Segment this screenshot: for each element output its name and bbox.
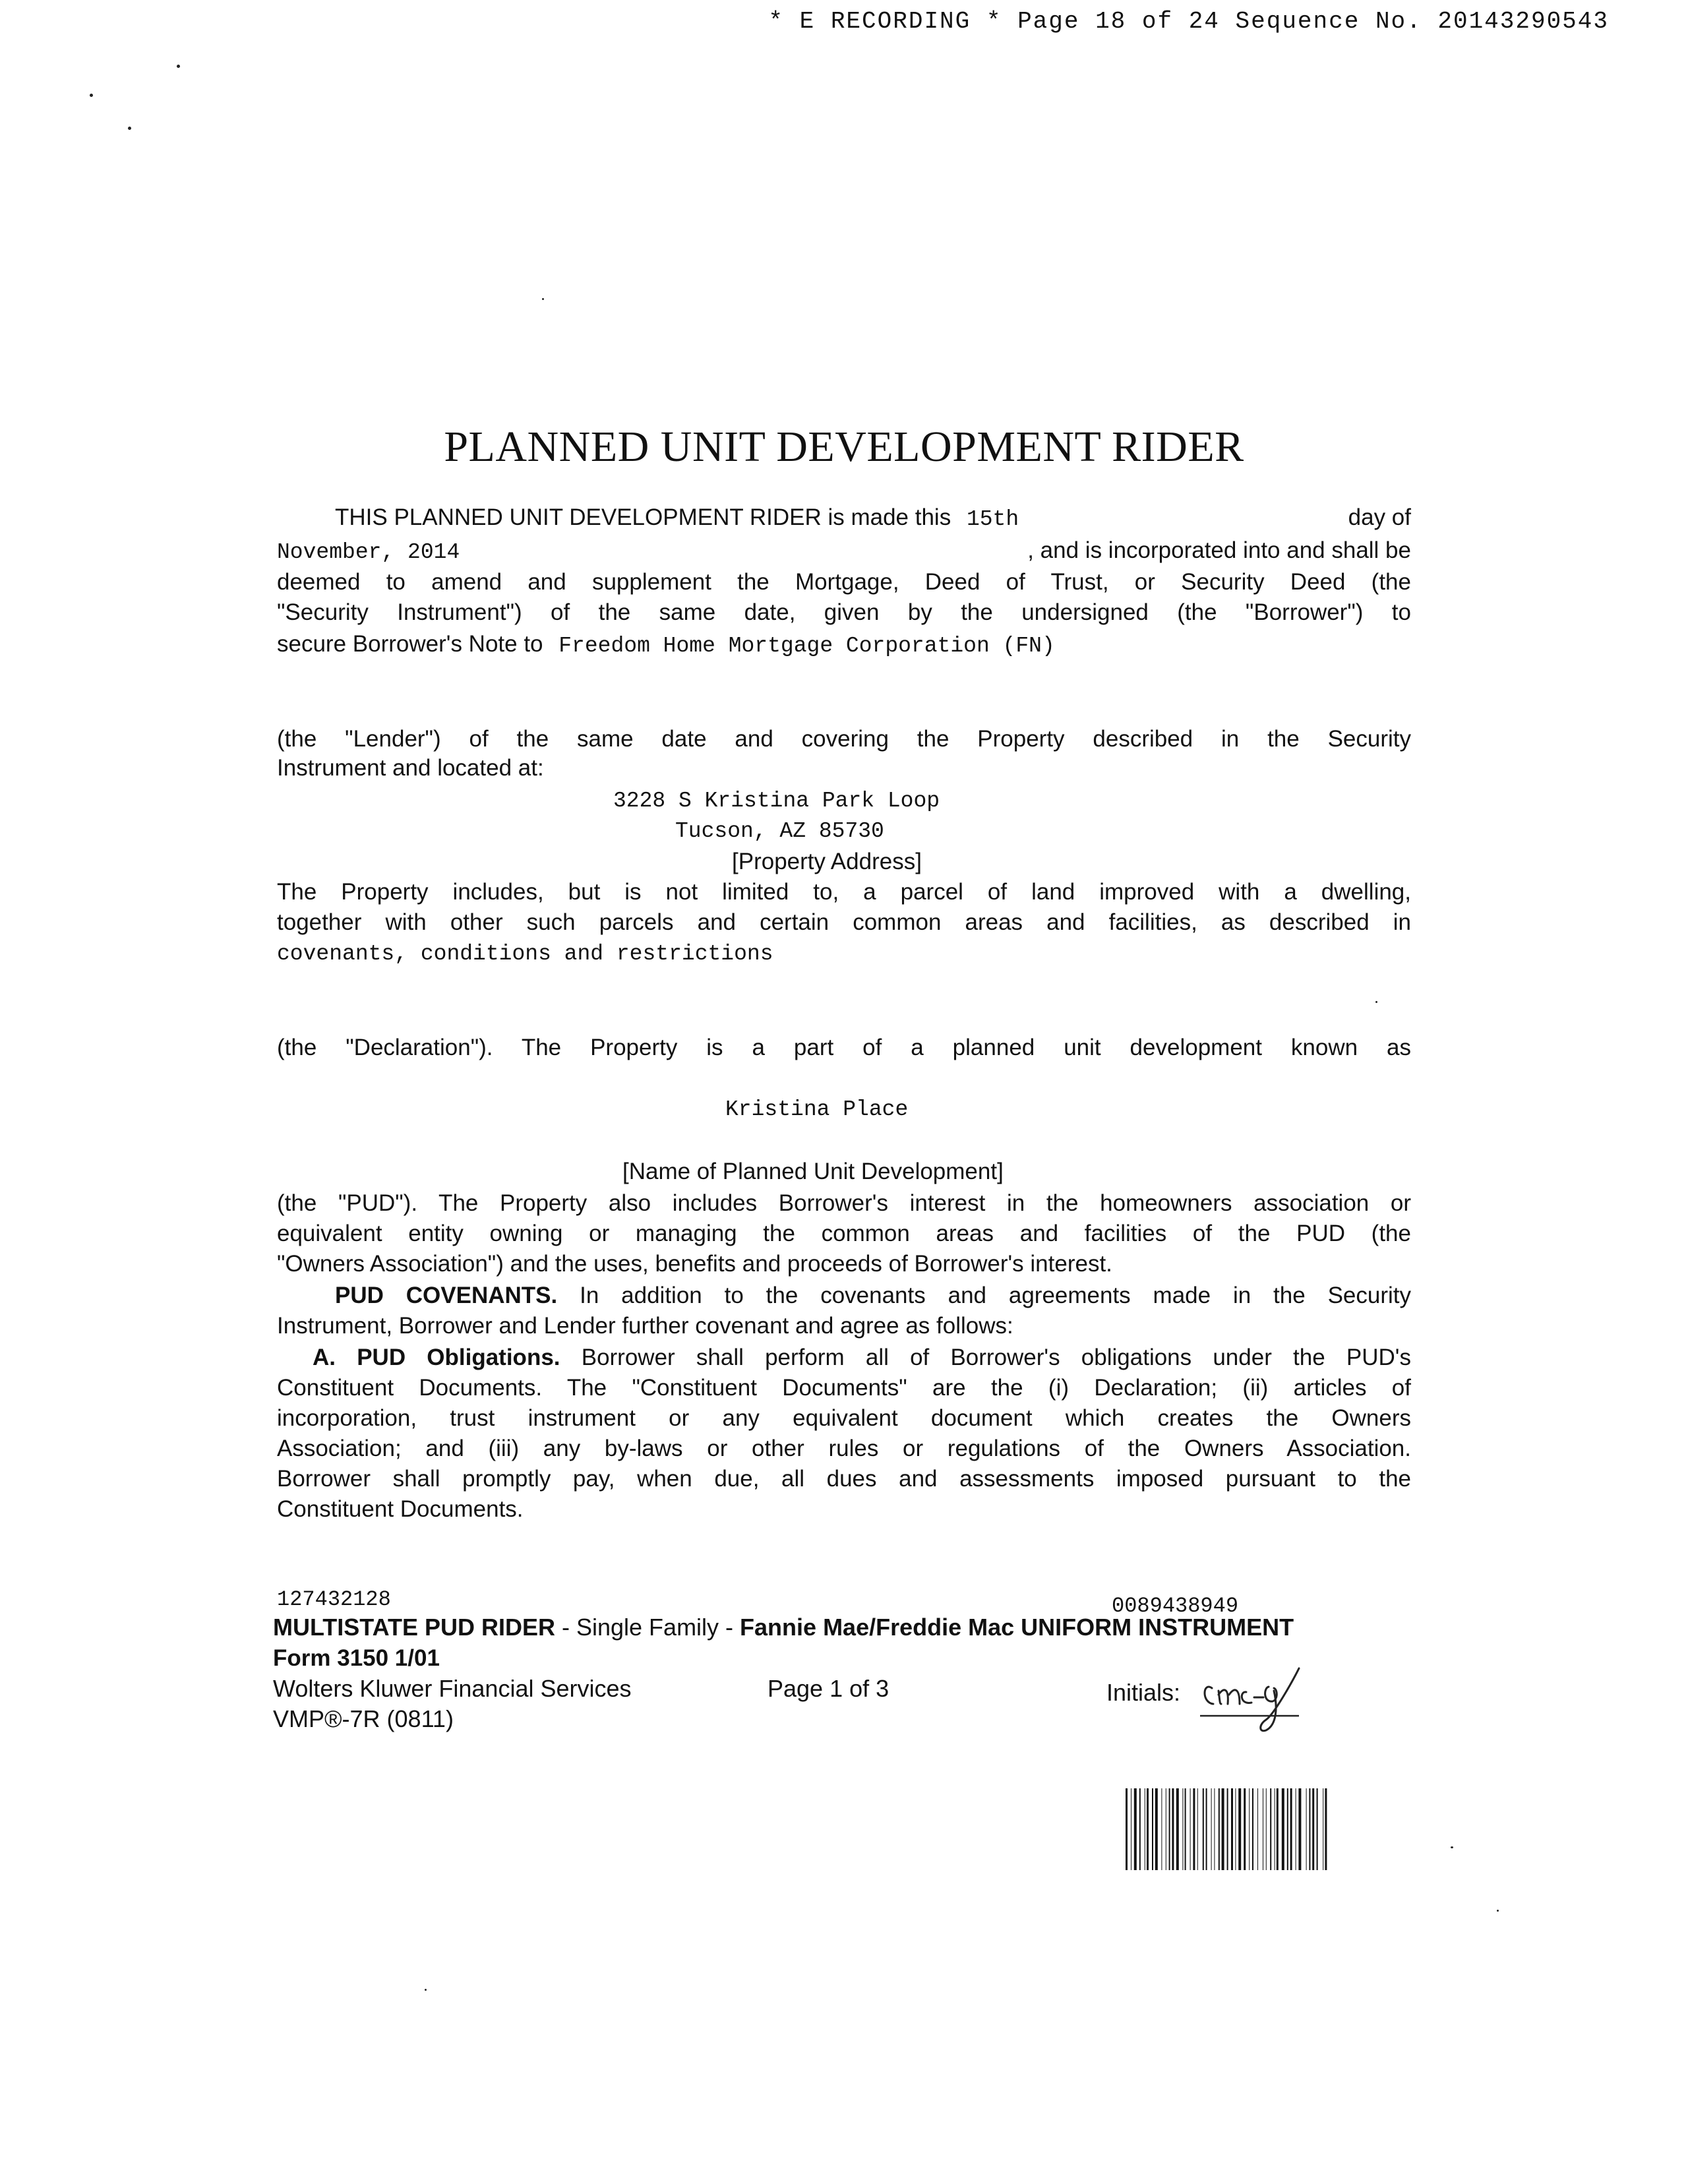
barcode-bar [1227, 1788, 1228, 1870]
address-line-1: 3228 S Kristina Park Loop [613, 789, 940, 813]
intro-line-4: "Security Instrument") of the same date, given by the undersigned (the "Borrower") to [277, 599, 1411, 625]
barcode-bar [1312, 1788, 1314, 1870]
pud-line-1: (the "PUD"). The Property also includes Borrower's interest in the homeowners association or [277, 1190, 1411, 1216]
intro-line-1 [335, 502, 1411, 535]
scan-speck [425, 1989, 427, 1991]
section-a-line-3: incorporation, trust instrument or any equivalent document which creates the Owners [277, 1405, 1411, 1431]
covenants-heading: PUD COVENANTS. [335, 1283, 558, 1308]
section-a-line-6: Constituent Documents. [277, 1496, 524, 1522]
property-line-2: together with other such parcels and certain common areas and facilities, as described in [277, 909, 1411, 935]
barcode-bar [1211, 1788, 1212, 1870]
form-title-main: MULTISTATE PUD RIDER [273, 1614, 555, 1641]
address-line-2: Tucson, AZ 85730 [675, 819, 884, 843]
lender-line-2: Instrument and located at: [277, 755, 544, 781]
date-value: November, 2014 [277, 540, 460, 564]
intro-line-2 [277, 535, 1411, 568]
barcode-bar [1155, 1788, 1158, 1870]
day-of-label: day of [1348, 504, 1411, 530]
barcode-bar [1222, 1788, 1224, 1870]
section-a-line-1 [313, 1343, 1411, 1373]
loan-number-right: 0089438949 [1112, 1594, 1239, 1618]
pud-line-3: "Owners Association") and the uses, benefits and proceeds of Borrower's interest. [277, 1251, 1112, 1277]
scan-speck [177, 65, 180, 68]
barcode-bar [1190, 1788, 1191, 1870]
day-value: 15th [966, 507, 1019, 531]
barcode-bar [1147, 1788, 1149, 1870]
section-a-heading: A. PUD Obligations. [313, 1345, 560, 1370]
barcode-bar [1203, 1788, 1204, 1870]
barcode-bar [1161, 1788, 1162, 1870]
barcode-bar [1176, 1788, 1179, 1870]
barcode-bar [1231, 1788, 1233, 1870]
property-address-label: [Property Address] [732, 849, 922, 874]
form-title-uniform: Fannie Mae/Freddie Mac UNIFORM INSTRUMENT [740, 1614, 1294, 1641]
scan-speck [90, 94, 93, 97]
property-line-1: The Property includes, but is not limited to, a parcel of land improved with a dwelling, [277, 879, 1411, 905]
form-title-type: - Single Family - [555, 1614, 740, 1641]
intro-line-5 [277, 629, 1411, 661]
form-number: Form 3150 1/01 [273, 1645, 440, 1671]
barcode-bar [1298, 1788, 1301, 1870]
barcode-bar [1134, 1788, 1137, 1870]
barcode-bar [1193, 1788, 1195, 1870]
barcode-bar [1235, 1788, 1236, 1870]
declaration-line: (the "Declaration"). The Property is a part of a planned unit development known as [277, 1035, 1411, 1060]
barcode-bar [1317, 1788, 1318, 1870]
initials-signature [1200, 1662, 1325, 1734]
barcode-bar [1197, 1788, 1198, 1870]
form-title [273, 1613, 1394, 1642]
barcode-bar [1238, 1788, 1241, 1870]
note-to-label: secure Borrower's Note to [277, 631, 543, 657]
covenants-line-1 [335, 1281, 1411, 1311]
barcode-bar [1277, 1788, 1279, 1870]
barcode-bar [1182, 1788, 1183, 1870]
initials-label: Initials: [1106, 1679, 1181, 1706]
barcode-bar [1172, 1788, 1174, 1870]
barcode-bar [1270, 1788, 1271, 1870]
barcode-bar [1249, 1788, 1250, 1870]
declaration-value: covenants, conditions and restrictions [277, 942, 773, 966]
intro-line-3: deemed to amend and supplement the Mortgage, Deed of Trust, or Security Deed (the [277, 569, 1411, 595]
barcode-bar [1219, 1788, 1220, 1870]
document-title: PLANNED UNIT DEVELOPMENT RIDER [444, 423, 1244, 471]
barcode-bar [1309, 1788, 1310, 1870]
barcode-bar [1126, 1788, 1128, 1870]
loan-number-left: 127432128 [277, 1587, 391, 1612]
barcode-bar [1282, 1788, 1284, 1870]
section-a-line-5: Borrower shall promptly pay, when due, all dues and assessments imposed pursuant to the [277, 1466, 1411, 1492]
barcode-bar [1169, 1788, 1170, 1870]
barcode-bar [1252, 1788, 1253, 1870]
scan-speck [128, 127, 131, 130]
covenants-text: In addition to the covenants and agreements made in the Security [580, 1283, 1412, 1308]
barcode-bar [1306, 1788, 1307, 1870]
recording-header: * E RECORDING * Page 18 of 24 Sequence No. 20143290543 [768, 8, 1609, 35]
barcode-bar [1257, 1788, 1258, 1870]
publisher: Wolters Kluwer Financial Services [273, 1675, 632, 1702]
barcode-bar [1206, 1788, 1207, 1870]
barcode-bar [1185, 1788, 1186, 1870]
barcode-bar [1214, 1788, 1215, 1870]
form-code: VMP®-7R (0811) [273, 1705, 454, 1732]
section-a-line-2: Constituent Documents. The "Constituent Documents" are the (i) Declaration; (ii) articles of [277, 1375, 1411, 1401]
barcode-bar [1325, 1788, 1327, 1870]
barcode-bar [1244, 1788, 1246, 1870]
scan-speck [1375, 1001, 1377, 1003]
scan-speck [1451, 1846, 1453, 1848]
pud-line-2: equivalent entity owning or managing the common areas and facilities of the PUD (the [277, 1221, 1411, 1246]
barcode-bar [1287, 1788, 1288, 1870]
section-a-line-4: Association; and (iii) any by-laws or other rules or regulations of the Owners Association. [277, 1436, 1411, 1461]
barcode-bar [1266, 1788, 1267, 1870]
scan-speck [1497, 1910, 1499, 1912]
pud-name-label: [Name of Planned Unit Development] [622, 1159, 1004, 1184]
barcode-bar [1139, 1788, 1141, 1870]
covenants-line-2: Instrument, Borrower and Lender further covenant and agree as follows: [277, 1313, 1013, 1339]
barcode-bar [1152, 1788, 1153, 1870]
barcode [1126, 1788, 1404, 1870]
barcode-bar [1290, 1788, 1292, 1870]
intro-made-this: THIS PLANNED UNIT DEVELOPMENT RIDER is made this [335, 504, 951, 530]
lender-value: Freedom Home Mortgage Corporation (FN) [558, 634, 1055, 658]
incorporated-text: , and is incorporated into and shall be [1027, 537, 1411, 563]
lender-line-1: (the "Lender") of the same date and covering the Property described in the Security [277, 726, 1411, 752]
section-a-text: Borrower shall perform all of Borrower's obligations under the PUD's [581, 1345, 1411, 1370]
pud-name-value: Kristina Place [725, 1097, 909, 1122]
page-number: Page 1 of 3 [768, 1675, 889, 1702]
scan-speck [542, 298, 544, 300]
